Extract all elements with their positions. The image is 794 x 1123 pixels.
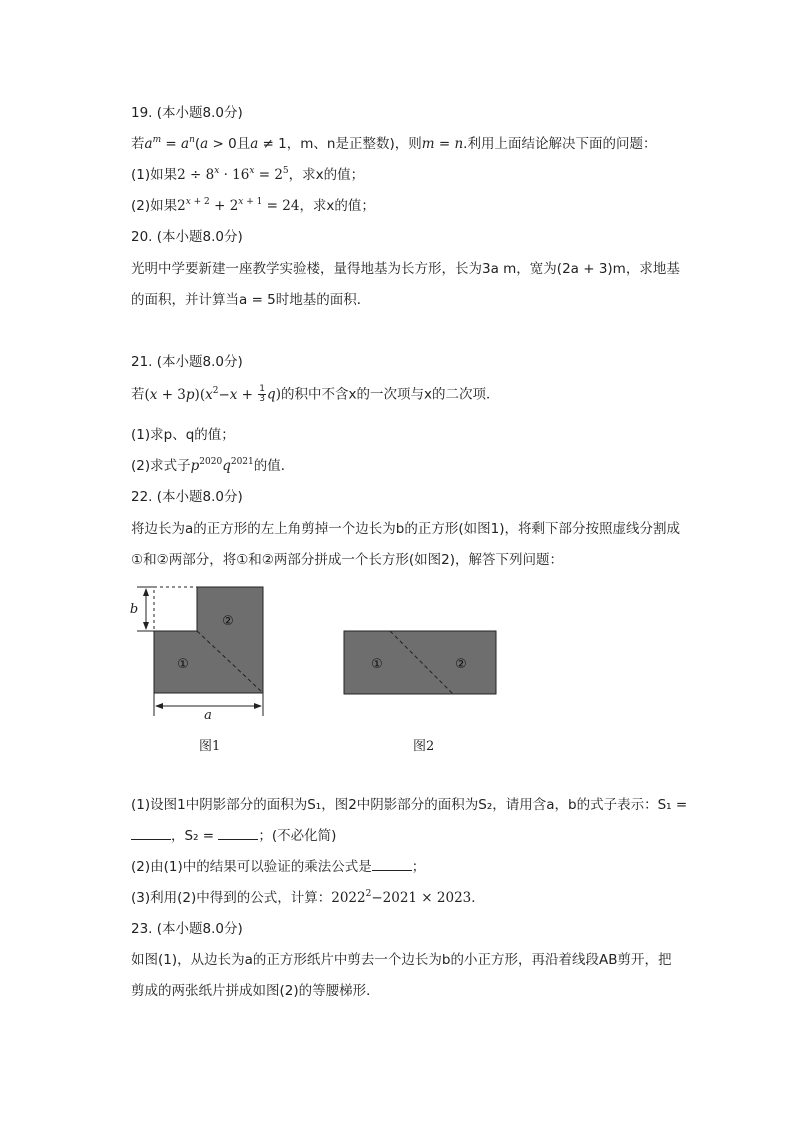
q22-sub1-line2 [131,827,336,845]
fig1-piece-2: ② [222,614,234,629]
q21-p2-post: 的值． [253,458,295,474]
figure-2-rectangle [344,631,496,694]
q21-part1: (1)求p、q的值； [131,427,235,443]
q19-intro-and: ， [286,136,301,152]
q22-sub1-mid: ，S₂ = [171,828,215,844]
a-arrow-left [155,703,163,709]
label-a: a [204,708,212,723]
q22-sub3-exp: 2 [365,889,372,899]
q21-intro: 若$(x + 3p)(x^2-x$ + $\frac{1}{3}$ q)的积中不含x的一次项与x的二次项． [131,384,500,404]
q22-sub2 [131,858,425,876]
fig2-piece-2: ② [455,657,467,672]
figure-1-caption: 图1 [199,739,221,754]
a-arrow-right [254,703,262,709]
q19-intro-mn: m、n是正整数)，则 [300,136,422,152]
q19-part1: (1)如果$2 \div 8^x \cdot 16^x = 2^5$，求x的值； [131,166,365,183]
q21-intro-post: 的积中不含x的一次项与x的二次项． [280,386,500,403]
q22-sub3-base: 2022 [331,890,366,906]
q19-header: 19. (本小题8.0分) [131,105,243,121]
q21-p2-pre: (2)求式子 [131,458,191,474]
q19-p2-pre: (2)如果 [131,198,178,214]
q22-sub1-post: ；(不必化简) [258,828,337,844]
q22-sub2-post: ； [411,859,426,875]
q23-header: 23. (本小题8.0分) [131,921,243,937]
answer-blank-formula[interactable] [372,858,412,871]
b-arrow-top [143,588,149,596]
fig1-piece-1: ① [177,657,189,672]
figure-1 [130,587,263,723]
cut-square-outline [154,587,197,631]
q19-part2: (2)如果$2^{x + 2} + 2^{x + 1} = 24$，求x的值； [131,197,375,214]
figure-1-shaded-region [154,587,263,693]
figure-2-caption: 图2 [413,739,435,754]
q21-header: 21. (本小题8.0分) [131,354,243,370]
q19-intro: 若$a^m = a^n(a > 0$且a ≠ 1，m、n是正整数)，则m = n.利用上面结论解决下面的问题： [131,135,657,152]
q21-intro-pre: 若 [131,386,145,403]
q19-p1-post: ，求x的值； [288,167,365,183]
q19-intro-pre: 若 [131,136,145,152]
q22-sub1-line1: (1)设图1中阴影部分的面积为S₁，图2中阴影部分的面积为S₂，请用含a，b的式子表示：S₁ = [131,797,688,813]
q22-line1: 将边长为a的正方形的左上角剪掉一个边长为b的正方形(如图1)，将剩下部分按照虚线分割成 [131,521,680,537]
q22-sub3-rest: −2021 × 2023． [371,890,485,906]
fraction-numerator: 1 [259,384,266,394]
label-b: b [129,602,139,617]
answer-blank-s1[interactable] [131,827,171,840]
q22-header: 22. (本小题8.0分) [131,489,243,505]
b-arrow-bottom [143,622,149,630]
q21-part2: (2)求式子$p^{2020}q^{2021}$的值． [131,457,295,474]
q19-p2-post: ，求x的值； [299,198,375,214]
q20-header: 20. (本小题8.0分) [131,229,243,245]
q23-line2: 剪成的两张纸片拼成如图(2)的等腰梯形． [131,983,380,999]
q22-sub2-pre: (2)由(1)中的结果可以验证的乘法公式是 [131,859,372,875]
q19-intro-mid: ( [194,136,201,152]
fig2-piece-1: ① [371,657,383,672]
q19-intro-cond: 且 [236,136,251,152]
q20-line1: 光明中学要新建一座教学实验楼，量得地基为长方形，长为3a m，宽为(2a + 3)m，求地基 [131,261,680,277]
q20-line2: 的面积，并计算当a = 5时地基的面积． [131,292,371,308]
q22-sub3-pre: (3)利用(2)中得到的公式，计算： [131,890,332,906]
q19-p1-pre: (1)如果 [131,167,178,183]
q19-intro-post: 利用上面结论解决下面的问题： [467,136,657,152]
figure-2 [344,631,496,694]
fraction-denominator: 3 [259,394,266,404]
q22-line2: ①和②两部分，将①和②两部分拼成一个长方形(如图2)，解答下列问题： [131,552,564,568]
answer-blank-s2[interactable] [218,827,258,840]
q22-sub3 [131,889,485,907]
q23-line1: 如图(1)，从边长为a的正方形纸片中剪去一个边长为b的小正方形，再沿着线段AB剪开，把 [131,952,672,968]
